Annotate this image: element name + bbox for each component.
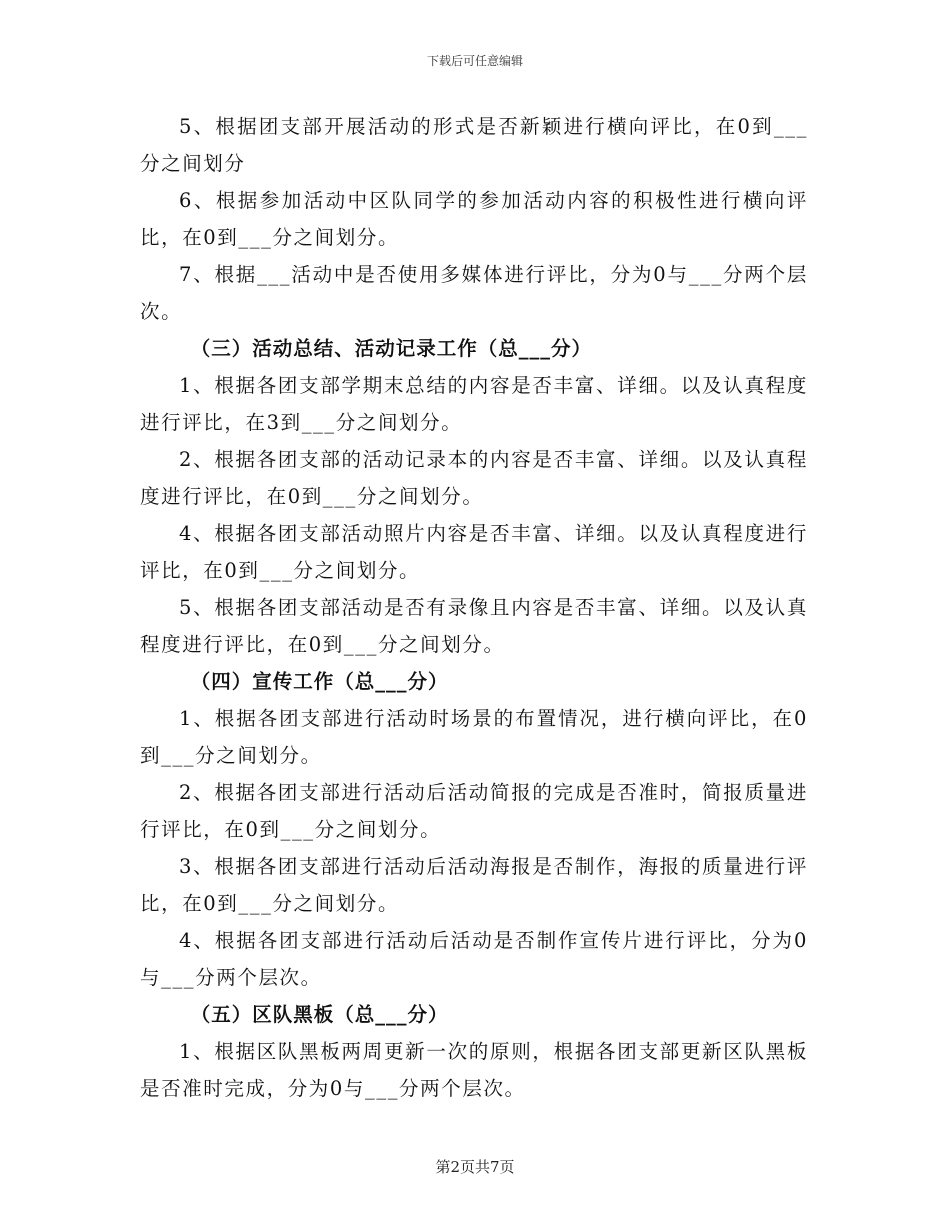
paragraph: 2、根据各团支部进行活动后活动简报的完成是否准时，简报质量进行评比，在0到___分之间划分。 <box>140 781 808 841</box>
paragraph: 4、根据各团支部进行活动后活动是否制作宣传片进行评比，分为0与___分两个层次。 <box>140 929 808 989</box>
paragraph: 5、根据各团支部活动是否有录像且内容是否丰富、详细。以及认真程度进行评比，在0到___分之间划分。 <box>140 596 808 656</box>
paragraph: 6、根据参加活动中区队同学的参加活动内容的积极性进行横向评比，在0到___分之间划分。 <box>140 189 808 249</box>
section-heading: （三）活动总结、活动记录工作（总___分） <box>190 337 592 360</box>
page-footer: 第2页共7页 <box>435 1158 515 1176</box>
paragraph: 4、根据各团支部活动照片内容是否丰富、详细。以及认真程度进行评比，在0到___分之间划分。 <box>140 522 808 582</box>
paragraph: 1、根据各团支部进行活动时场景的布置情况，进行横向评比，在0到___分之间划分。 <box>140 707 808 767</box>
document-body <box>140 108 808 1107</box>
paragraph: 2、根据各团支部的活动记录本的内容是否丰富、详细。以及认真程度进行评比，在0到___分之间划分。 <box>140 448 808 508</box>
paragraph: 1、根据区队黑板两周更新一次的原则，根据各团支部更新区队黑板是否准时完成，分为0与___分两个层次。 <box>140 1040 808 1100</box>
page-header: 下载后可任意编辑 <box>426 54 523 68</box>
paragraph: 1、根据各团支部学期末总结的内容是否丰富、详细。以及认真程度进行评比，在3到___分之间划分。 <box>140 374 808 434</box>
paragraph: 3、根据各团支部进行活动后活动海报是否制作，海报的质量进行评比，在0到___分之间划分。 <box>140 855 808 915</box>
section-heading: （四）宣传工作（总___分） <box>190 670 449 693</box>
paragraph: 5、根据团支部开展活动的形式是否新颖进行横向评比，在0到___分之间划分 <box>140 115 808 175</box>
paragraph: 7、根据___活动中是否使用多媒体进行评比，分为0与___分两个层次。 <box>140 263 808 323</box>
section-heading: （五）区队黑板（总___分） <box>190 1003 449 1026</box>
